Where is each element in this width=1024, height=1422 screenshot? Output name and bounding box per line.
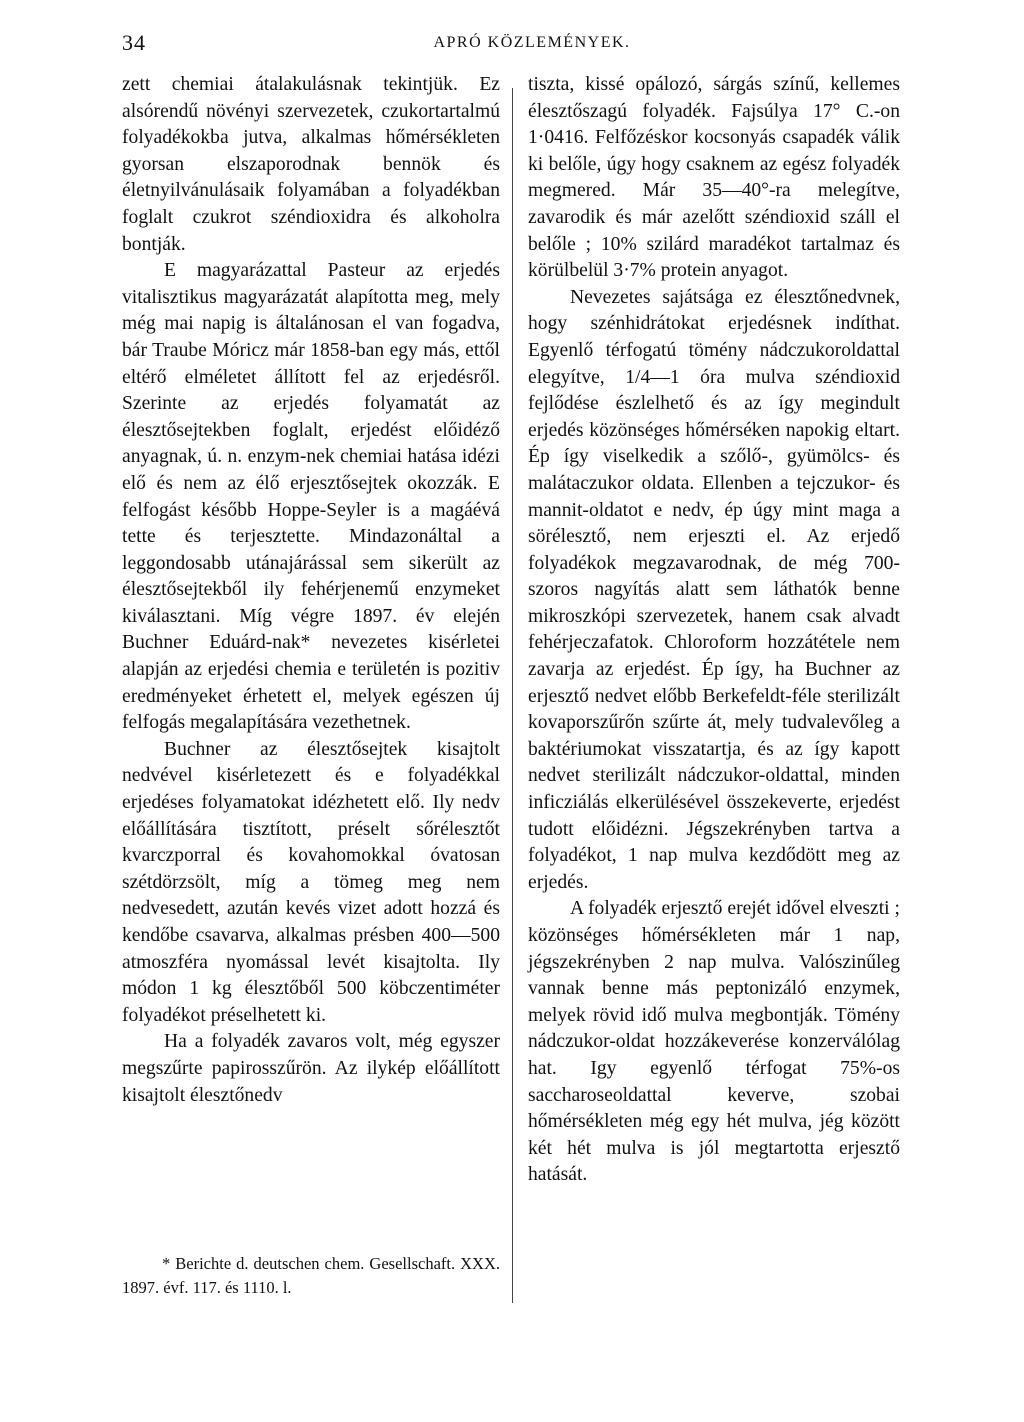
left-paragraph-1: zett chemiai átalakulásnak tekintjük. Ez alsórendű növényi szervezetek, czukortartalmú folyadékokba jutva, alkalmas hőmérsékleten gyorsan elszaporodnak bennök és életnyilvánulásaik folyamában a folyadékban foglalt czukrot széndioxidra és alkoholra bontják.	[122, 74, 500, 255]
footnote-text: * Berichte d. deutschen chem. Gesellschaft. XXX. 1897. évf. 117. és 1110. l.	[122, 1254, 500, 1297]
left-column	[122, 72, 500, 1109]
right-paragraph-3: A folyadék erjesztő erejét idővel elveszti ; közönséges hőmérsékleten már 1 nap, jégszekrényben 2 nap mulva. Valószinűleg vannak benne más peptonizáló enzymek, melyek rövid idő mulva megbontják. Tömény nádczukor-oldat hozzákeverése konzerválólag hat. Igy egyenlő térfogat 75%-os saccharoseoldattal keverve, szobai hőmérsékleten még egy hét mulva, jég között két hét mulva is jól megtartotta erjesztő hatását.	[528, 898, 900, 1186]
column-divider	[512, 88, 513, 1303]
left-paragraph-4: Ha a folyadék zavaros volt, még egyszer megszűrte papirosszűrön. Az ilykép előállított kisajtolt élesztőnedv	[122, 1031, 500, 1106]
page-number: 34	[122, 30, 146, 55]
left-paragraph-2: E magyarázattal Pasteur az erjedés vitalisztikus magyarázatát alapította meg, mely még mai napig is általánosan el van fogadva, bár Traube Móricz már 1858-ban egy más, ettől eltérő elméletet állított fel az erjedésről. Szerinte az erjedés folyamatát az élesztősejtekben foglalt, erjedést előidéző anyagnak, ú. n. enzym-nek chemiai hatása idézi elő és nem az élő erjesztősejtek okozzák. E felfogást később Hoppe-Seyler is a magáévá tette és terjesztette. Mindazonáltal a leggondosabb utánajárással sem sikerült az élesztősejtekből ily fehérjenemű enzymeket kiválasztani. Míg végre 1897. év elején Buchner Eduárd-nak* nevezetes kisérletei alapján az erjedési chemia e területén is pozitiv eredményeket érhetett el, melyek egészen új felfogás megalapítására vezethetnek.	[122, 260, 500, 734]
right-column	[528, 72, 900, 1189]
right-paragraph-2: Nevezetes sajátsága ez élesztőnedvnek, hogy szénhidrátokat erjedésnek indíthat. Egyenlő térfogatú tömény nádczukoroldattal elegyítve, 1/4—1 óra mulva széndioxid fejlődése észlelhető és az így megindult erjedés közönséges hőmérséken napokig eltart. Ép így viselkedik a szőlő-, gyümölcs- és malátaczukor oldata. Ellenben a tejczukor- és mannit-oldatot e nedv, ép úgy mint maga a sörélesztő, nem erjeszti el. Az erjedő folyadékok megzavarodnak, de még 700-szoros nagyítás alatt sem láthatók benne mikroszkópi szervezetek, hanem csak alvadt fehérjeczafatok. Chloroform hozzátétele nem zavarja az erjedést. Ép így, ha Buchner az erjesztő nedvet előbb Berkefeldt-féle sterilizált kovaporszűrőn szűrte át, mely tudvalevőleg a baktériumokat visszatartja, és az így kapott nedvet sterilizált nádczukor-oldattal, minden inficziálás elkerülésével összekeverte, erjedést tudott előidézni. Jégszekrényben tartva a folyadékot, 1 nap mulva kezdődött meg az erjedés.	[528, 286, 900, 893]
left-paragraph-3: Buchner az élesztősejtek kisajtolt nedvével kisérletezett és e folyadékkal erjedéses folyamatokat idézhetett elő. Ily nedv előállítására tisztított, préselt sőrélesztőt kvarczporral és kovahomokkal óvatosan szétdörzsölt, míg a tömeg meg nem nedvesedett, azután kevés vizet adott hozzá és kendőbe csavarva, alkalmas présben 400—500 atmoszféra nyomással levét kisajtolta. Ily módon 1 kg élesztőből 500 köbczentiméter folyadékot préselhetett ki.	[122, 738, 500, 1026]
right-paragraph-1: tiszta, kissé opálozó, sárgás színű, kellemes élesztőszagú folyadék. Fajsúlya 17° C.-on 1·0416. Felfőzéskor kocsonyás csapadék válik ki belőle, úgy hogy csaknem az egész folyadék megmered. Már 35—40°-ra melegítve, zavarodik és már azelőtt széndioxid száll el belőle ; 10% szilárd maradékot tartalmaz és körülbelül 3·7% protein anyagot.	[528, 74, 900, 282]
running-head: APRÓ KÖZLEMÉNYEK.	[433, 34, 631, 51]
footnote	[122, 1252, 500, 1300]
